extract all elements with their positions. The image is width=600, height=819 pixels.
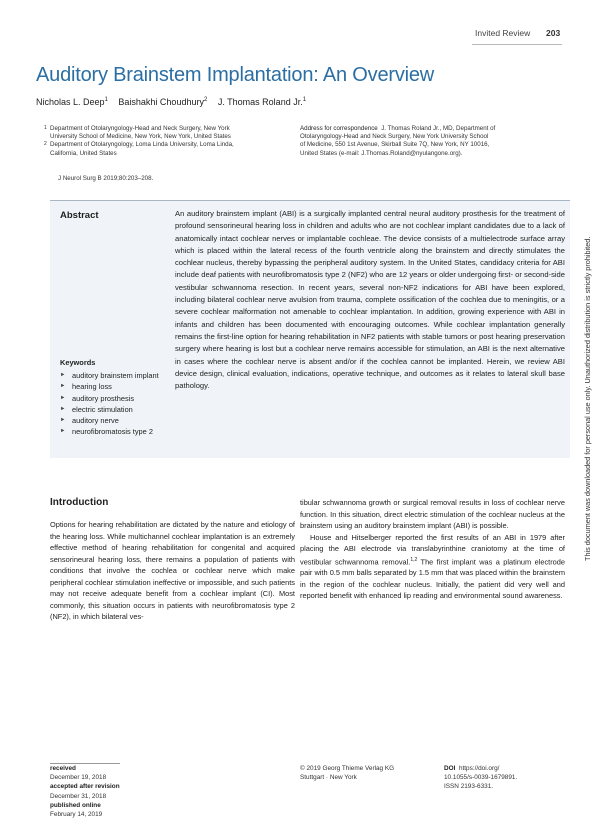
- author-affiliation-mark: 2: [203, 97, 208, 103]
- article-title: Auditory Brainstem Implantation: An Overview: [36, 64, 435, 86]
- keyword-item: ► electric stimulation: [60, 404, 165, 415]
- accepted-date: December 31, 2018: [50, 792, 107, 800]
- affiliation-number: 1: [44, 125, 47, 131]
- published-date: February 14, 2019: [50, 811, 103, 819]
- correspondence-email-line[interactable]: United States (e-mail: J.Thomas.Roland@nyulangone.org).: [300, 149, 463, 157]
- affiliation-line: University School of Medicine, New York, New York, United States: [50, 133, 231, 141]
- doi-label: DOI: [444, 765, 456, 772]
- keyword-item: ► auditory prosthesis: [60, 393, 165, 404]
- doi-value[interactable]: 10.1055/s-0039-1679891.: [444, 774, 518, 782]
- author-affiliation-mark: 1: [104, 97, 108, 103]
- paragraph-text: The first implant was a platinum electrode pair with 0.5 mm balls separated by 1.5 mm that was placed within the brainstem in the region of the cochlear nucleus. Initially, the patient did very well and reported benefit with enhanced lip reading and environmental sound awareness.: [300, 556, 566, 601]
- affiliations: [44, 125, 290, 158]
- affiliation-line: California, United States: [50, 149, 117, 157]
- author-name: Baishakhi Choudhury: [118, 97, 204, 107]
- author-name: J. Thomas Roland Jr.: [217, 97, 303, 107]
- author-name: Nicholas L. Deep: [36, 97, 105, 107]
- abstract-text: An auditory brainstem implant (ABI) is a surgically implanted central neural auditory prosthesis for the treatment of profound sensorineural hearing loss in children and adults who are not cochlear implant candidates due to a lack of anatomically intact cochlear nerves or implantable cochleae. The device consists of a multielectrode surface array which is placed within the lateral recess of the fourth ventricle along the brainstem and directly stimulates the cochlear nucleus, thereby bypassing the peripheral auditory system. In the United States, candidacy criteria for ABI include deaf patients with neurofibromatosis type 2 (NF2) who are 12 years or older undergoing first- or second-side vestibular schwannoma resection. In recent years, several non-NF2 indications for ABI have been explored, including bilateral cochlear nerve avulsion from trauma, complete ossification of the cochlea due to meningitis, or a severe cochlear malformation not amenable to cochlear implantation. In addition, growing experience with ABI in infants and children has been documented with encouraging outcomes. While cochlear implantation generally remains the first-line option for hearing rehabilitation in NF2 patients with stable tumors or post hearing preservation surgery where hearing is lost but a cochlear nerve remains accessible for stimulation, an ABI is the next alternative in cases where the cochlear nerve is absent and/or if the cochlea cannot be implanted. Herein, we review ABI device design, clinical evaluation, indications, operative technique, and outcomes as it relates to lateral skull base pathology.: [175, 209, 565, 391]
- reference-link[interactable]: 1,2: [410, 556, 418, 563]
- introduction-heading: Introduction: [50, 497, 109, 508]
- running-title: Invited Review: [475, 28, 531, 38]
- introduction-paragraph: [300, 532, 565, 602]
- issn: ISSN 2193-6331.: [444, 783, 494, 791]
- keywords-heading: Keywords: [60, 358, 96, 367]
- affiliation-1: [44, 125, 290, 141]
- abstract-heading: Abstract: [60, 210, 99, 221]
- affiliation-line: Department of Otolaryngology-Head and Neck Surgery, New York: [50, 125, 230, 132]
- paragraph-text: House and Hitselberger reported the first results of an ABI in 1979 after placing the ABI electrode via translabyrinthine craniotomy at the time of vestibular schwannoma removal.: [300, 532, 565, 566]
- keyword-item: ► auditory nerve: [60, 415, 165, 426]
- keyword-item: ► auditory brainstem implant: [60, 370, 165, 381]
- keywords-list: [60, 370, 165, 438]
- download-notice: This document was downloaded for personal use only. Unauthorized distribution is strictly prohibited.: [583, 236, 592, 561]
- page-number: 203: [546, 28, 561, 38]
- publisher-location: Stuttgart · New York: [300, 774, 357, 782]
- author-affiliation-mark: 1: [302, 97, 307, 103]
- correspondence-line: J. Thomas Roland Jr., MD, Department of: [381, 125, 496, 132]
- published-label: published online: [50, 801, 101, 809]
- affiliation-line: Department of Otolaryngology, Loma Linda University, Loma Linda,: [50, 141, 234, 149]
- journal-citation: J Neurol Surg B 2019;80:203–208.: [58, 175, 154, 182]
- affiliation-number: 2: [44, 141, 47, 148]
- author-list: [36, 97, 306, 107]
- keyword-item: ► hearing loss: [60, 381, 165, 392]
- affiliation-2: [44, 141, 290, 157]
- article-history: [50, 764, 250, 819]
- introduction-paragraph: tibular schwannoma growth or surgical removal results in loss of cochlear nerve function. In this situation, direct electric stimulation of the cochlear nucleus at the brainstem using an auditory brainstem implant (ABI) is possible.: [300, 498, 565, 530]
- accepted-label: accepted after revision: [50, 783, 120, 791]
- doi-url[interactable]: https://doi.org/: [458, 765, 500, 772]
- correspondence-line: Otolaryngology-Head and Neck Surgery, New York University School: [300, 133, 489, 141]
- received-date: December 19, 2018: [50, 774, 107, 782]
- header-rule: [472, 44, 562, 45]
- running-header: [0, 22, 600, 44]
- correspondence-label: Address for correspondence: [300, 125, 378, 132]
- received-label: received: [50, 765, 76, 772]
- publisher-info: [300, 764, 440, 782]
- correspondence-line: of Medicine, 550 1st Avenue, Skirball Suite 7Q, New York, NY 10016,: [300, 141, 490, 149]
- introduction-column-1: Options for hearing rehabilitation are dictated by the nature and etiology of the hearing loss. While multichannel cochlear implantation is an extremely effective method of hearing rehabilitation for congenital and acquired sensorineural hearing loss, there remains a population of patients with conditions that involve the cochlea or cochlear nerve which make peripheral cochlear stimulation ineffective or impossible, and such patients may not receive adequate benefit from a cochlear implant (CI). Most commonly, this situation occurs in patients with neurofibromatosis type 2 (NF2), in which bilateral ves-: [50, 520, 295, 621]
- correspondence: [300, 125, 565, 158]
- keyword-item: ► neurofibromatosis type 2: [60, 426, 165, 437]
- copyright: © 2019 Georg Thieme Verlag KG: [300, 765, 395, 772]
- abstract-top-rule: [50, 200, 570, 201]
- introduction-column-2: [300, 497, 565, 602]
- doi-info: [444, 764, 584, 792]
